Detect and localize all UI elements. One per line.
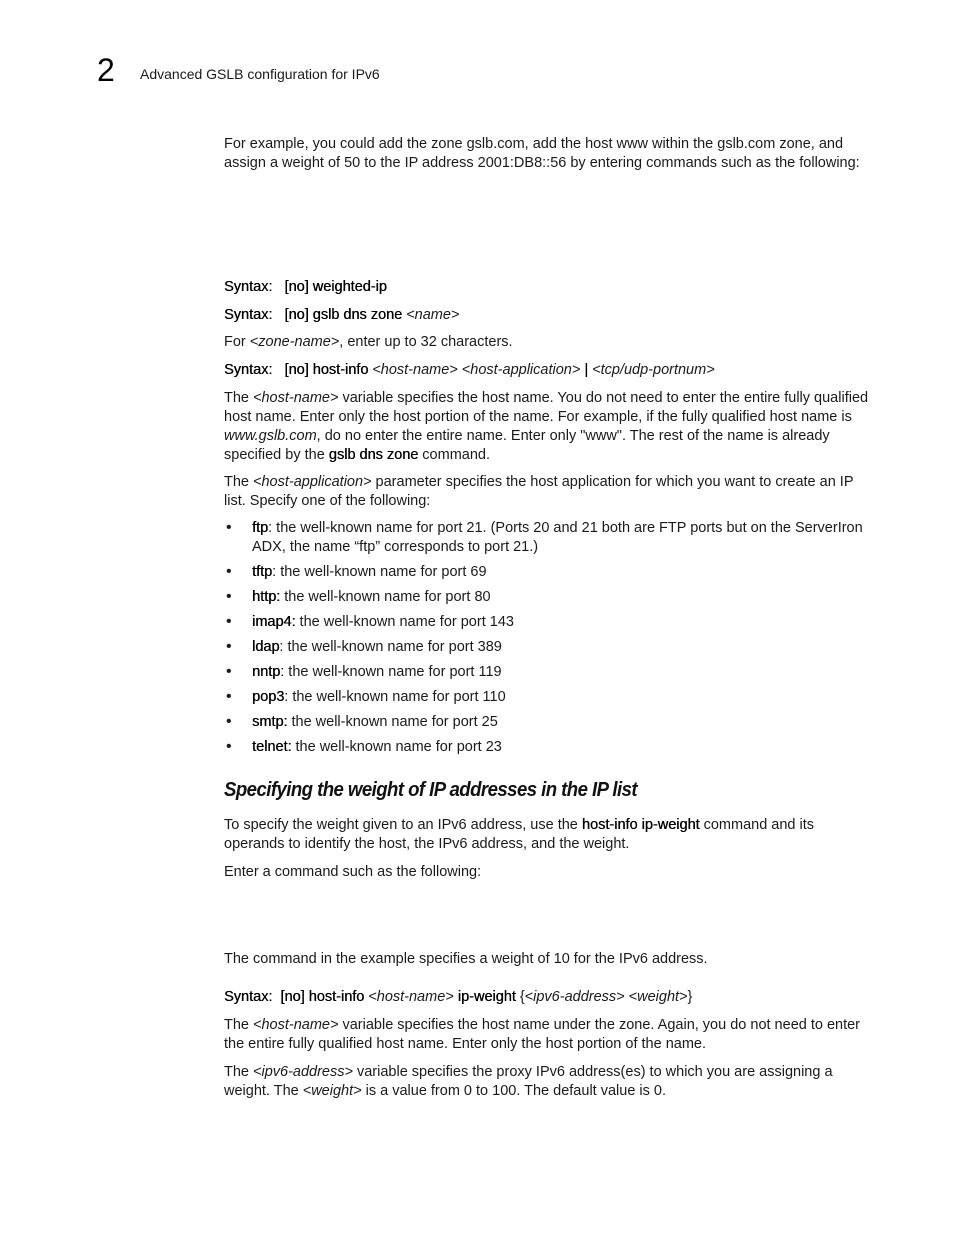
- syntax-host-info: [224, 361, 872, 380]
- section-heading: Specifying the weight of IP addresses in the IP list: [224, 779, 638, 801]
- bullet-icon: •: [226, 638, 232, 655]
- list-term: telnet:: [252, 739, 292, 755]
- syntax-variable: <weight>: [628, 989, 688, 1005]
- list-description: the well-known name for port 143: [295, 614, 514, 630]
- syntax-command: [no] host-info: [280, 989, 365, 1005]
- ip-weight-paragraph: [224, 816, 872, 854]
- text: , do no enter the entire name. Enter only "www". The rest of the name is already specified by the: [224, 428, 830, 463]
- list-term: smtp:: [252, 714, 288, 730]
- command: host-info ip-weight: [581, 817, 700, 833]
- list-term: pop3: [252, 689, 285, 705]
- syntax-label: Syntax:: [224, 362, 273, 378]
- text: command and its operands to identify the host, the IPv6 address, and the weight.: [224, 817, 815, 852]
- syntax-variable: <name>: [406, 307, 460, 323]
- bullet-icon: •: [226, 563, 232, 580]
- zone-name-note: [224, 333, 872, 352]
- variable: www.gslb.com: [224, 428, 317, 444]
- syntax-command: [no] gslb dns zone: [284, 307, 403, 323]
- syntax-brace: {: [519, 989, 525, 1005]
- bullet-icon: •: [226, 663, 232, 680]
- syntax-command: [no] host-info: [284, 362, 369, 378]
- list-item: [224, 613, 872, 632]
- list-term: http:: [252, 589, 281, 605]
- text: is a value from 0 to 100. The default value is 0.: [361, 1083, 667, 1099]
- text: , enter up to 32 characters.: [339, 334, 513, 350]
- list-term: tftp: [252, 564, 273, 580]
- list-item: [224, 638, 872, 657]
- list-description: the well-known name for port 80: [280, 589, 491, 605]
- syntax-command: [no] weighted-ip: [284, 279, 387, 295]
- syntax-label: Syntax:: [224, 279, 273, 295]
- list-term: imap4:: [252, 614, 296, 630]
- list-description: the well-known name for port 23: [291, 739, 502, 755]
- syntax-separator: |: [584, 362, 589, 378]
- text: The: [224, 1064, 254, 1080]
- syntax-command: ip-weight: [457, 989, 516, 1005]
- text: command.: [418, 447, 491, 463]
- bullet-icon: •: [226, 588, 232, 605]
- list-description: : the well-known name for port 389: [279, 639, 502, 655]
- text: The: [224, 1017, 254, 1033]
- text: For: [224, 334, 250, 350]
- variable: <zone-name>: [249, 334, 340, 350]
- intro-paragraph: For example, you could add the zone gslb.com, add the host www within the gslb.com zone, and assign a weight of 50 to the IP address 2001:DB8::56 by entering commands such as the following:: [224, 136, 860, 171]
- text: variable specifies the host name. You do not need to enter the entire fully qualified host name. Enter only the host portion of the name. For example, if the fully qualified host name is: [224, 390, 869, 425]
- bullet-icon: •: [226, 713, 232, 730]
- chapter-number: 2: [97, 52, 115, 88]
- variable: <host-name>: [253, 390, 339, 406]
- list-item: [224, 688, 872, 707]
- text: parameter specifies the host application for which you want to create an IP list. Specify one of the following:: [224, 474, 854, 509]
- command: gslb dns zone: [328, 447, 419, 463]
- host-name-paragraph: [224, 389, 872, 465]
- list-description: : the well-known name for port 110: [284, 689, 506, 705]
- bullet-icon: •: [226, 519, 232, 536]
- syntax-variable: <host-name>: [372, 362, 458, 378]
- syntax-gslb-dns-zone: [224, 306, 872, 325]
- chapter-title: Advanced GSLB configuration for IPv6: [140, 66, 380, 82]
- variable: <weight>: [302, 1083, 362, 1099]
- syntax-brace: }: [687, 989, 693, 1005]
- list-item: [224, 663, 872, 682]
- variable: <host-name>: [253, 1017, 339, 1033]
- list-item: [224, 588, 872, 607]
- list-item: [224, 713, 872, 732]
- list-item: [224, 738, 872, 757]
- text: The: [224, 390, 254, 406]
- list-description: : the well-known name for port 119: [280, 664, 502, 680]
- list-description: the well-known name for port 25: [287, 714, 498, 730]
- application-list: [224, 519, 872, 757]
- list-item: [224, 563, 872, 582]
- list-term: ldap: [252, 639, 280, 655]
- syntax-ip-weight: [224, 988, 872, 1007]
- variable: <ipv6-address>: [253, 1064, 353, 1080]
- text: To specify the weight given to an IPv6 address, use the: [224, 817, 582, 833]
- list-term: nntp: [252, 664, 281, 680]
- list-term: ftp: [252, 520, 269, 536]
- syntax-weighted-ip: [224, 278, 872, 297]
- bullet-icon: •: [226, 738, 232, 755]
- syntax-variable: <tcp/udp-portnum>: [592, 362, 715, 378]
- host-name-paragraph-2: [224, 1016, 872, 1054]
- syntax-label: Syntax:: [224, 307, 273, 323]
- text: The: [224, 474, 254, 490]
- host-application-paragraph: [224, 473, 872, 511]
- text: variable specifies the host name under the zone. Again, you do not need to enter the entire fully qualified host name. Enter only the host portion of the name.: [224, 1017, 861, 1052]
- variable: <host-application>: [253, 474, 372, 490]
- list-item: [224, 519, 872, 557]
- example-note: The command in the example specifies a weight of 10 for the IPv6 address.: [224, 951, 708, 967]
- syntax-variable: <host-application>: [461, 362, 581, 378]
- syntax-label: Syntax:: [224, 989, 273, 1005]
- ipv6-address-paragraph: [224, 1063, 872, 1101]
- syntax-variable: <ipv6-address>: [524, 989, 625, 1005]
- list-description: : the well-known name for port 21. (Ports 20 and 21 both are FTP ports but on the ServerIron ADX, the name “ftp” corresponds to port 21.): [252, 520, 863, 555]
- list-description: : the well-known name for port 69: [272, 564, 487, 580]
- bullet-icon: •: [226, 613, 232, 630]
- enter-command-text: Enter a command such as the following:: [224, 864, 482, 880]
- text: variable specifies the proxy IPv6 address(es) to which you are assigning a weight. The: [224, 1064, 833, 1099]
- syntax-variable: <host-name>: [368, 989, 454, 1005]
- bullet-icon: •: [226, 688, 232, 705]
